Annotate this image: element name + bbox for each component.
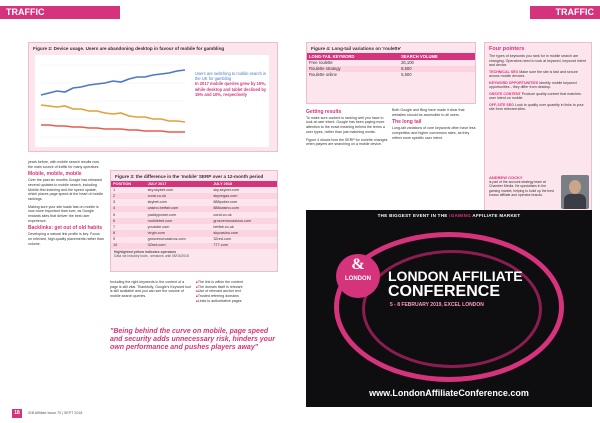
- pointer-item: [485, 103, 591, 114]
- table-cell: 10: [111, 243, 146, 249]
- list-item: ■ The link is within the content: [196, 280, 278, 285]
- table-cell: Roulette online: [309, 72, 337, 78]
- author-name: ANDREW COCKY: [489, 175, 523, 180]
- table-cell: mobilebet.com: [146, 218, 212, 224]
- author-bio: is part of the account strategy team at Chamber Media. He specialises in the gaming market, helping to build up the best known affiliate and operator brands.: [489, 180, 554, 197]
- pointer-item: [485, 92, 591, 103]
- pointer-item: [485, 70, 591, 81]
- figure-2-title: Figure 2: Device usage. Users are abandoning desktop in favour of mobile for gambling: [33, 46, 225, 51]
- col-header: JULY 2017: [146, 181, 212, 187]
- ad-tagline-c: AFFILIATE MARKET: [472, 213, 521, 218]
- paragraph: years before, with mobile search results now the main source of traffic for many operators.: [28, 160, 100, 169]
- table-cell: 8,500: [399, 66, 475, 72]
- table-cell: 888casino.com: [211, 206, 277, 212]
- table-cell: skyvegas.com: [211, 193, 277, 199]
- conference-advert[interactable]: [306, 210, 592, 407]
- ampersand-glyph: &: [351, 256, 365, 273]
- subheading: Getting results: [306, 109, 342, 115]
- sidebar-intro: The types of keywords you rank for in mobile search are changing. Operators need to look at keyword, keyword intent and device.: [489, 54, 586, 67]
- tablet-line: [41, 125, 185, 132]
- table-cell: grosvenorcasinos.com: [147, 237, 186, 242]
- section-tag-right: TRAFFIC: [530, 6, 600, 19]
- paragraph: To make sure content is ranking well you have to look at user intent. Google has been paying more attention to the exact meaning behind the terms a user types, rather than just matching words.: [306, 115, 385, 134]
- table-cell: Roulette strategy: [307, 66, 399, 72]
- table-cell: 7: [113, 224, 116, 229]
- ad-dates: 5 - 8 FEBRUARY 2019, EXCEL LONDON: [390, 302, 484, 308]
- article-column-5: [392, 108, 478, 208]
- table-cell: 6: [111, 218, 146, 224]
- ad-tagline: [306, 213, 592, 218]
- author-head-shape: [569, 180, 581, 194]
- table-cell: youtube.com: [147, 224, 170, 229]
- col-header: SEARCH VOLUME: [399, 53, 475, 60]
- paragraph: Both Google and Bing have made it clear that websites should be accessible to all users.: [392, 108, 465, 117]
- pointer-item: [485, 81, 591, 92]
- table-cell: betfair.co.uk: [213, 224, 234, 229]
- table-cell: 5,500: [401, 72, 412, 78]
- table-cell: skycasino.com: [211, 230, 277, 236]
- table-cell: 5: [113, 212, 116, 217]
- mobile-line: [41, 70, 185, 95]
- author-photo: [561, 175, 589, 209]
- pointer-text: Produce quality content that matches user intent on mobile.: [489, 91, 581, 100]
- table-cell: 2: [111, 193, 146, 199]
- figure-3: [110, 170, 278, 272]
- list-item: ■ Use of relevant anchor text: [196, 289, 278, 294]
- ad-title-line-1: LONDON AFFILIATE: [388, 268, 523, 284]
- subheading: The long tail: [392, 119, 422, 126]
- table-cell: grosvenorcasinos.com: [211, 218, 277, 224]
- table-cell: virgin.com: [146, 230, 212, 236]
- pointer-text: Look to quality over quantity in links to your site from relevant sites.: [489, 102, 584, 111]
- table-footnote: [111, 249, 277, 260]
- table-cell: 3: [113, 200, 116, 205]
- pointer-label: ONSITE CONTENT: [489, 91, 521, 96]
- table-cell: 777.com: [211, 243, 277, 249]
- table-row: [307, 72, 475, 78]
- col-header: LONG-TAIL KEYWORD: [307, 53, 399, 60]
- ad-tagline-b: iGAMING: [449, 213, 472, 218]
- chart-note-highlight: In 2017 mobile queries grew by 15%, while desktop and tablet declined by 15% and 10%, respectively: [195, 81, 267, 97]
- table-cell: coral.co.uk: [213, 212, 232, 217]
- footnote-highlight: Highlighted yellow indicates operators: [114, 249, 177, 254]
- page-footer: [0, 409, 300, 419]
- table-cell: 26,100: [401, 59, 414, 65]
- ad-url-link[interactable]: www.LondonAffiliateConference.com: [369, 388, 529, 398]
- table-cell: 32red.com: [146, 243, 212, 249]
- list-item: ■ Trusted referring domains: [196, 294, 278, 299]
- figure-2: [28, 42, 278, 152]
- table-cell: sky.skybet.com: [213, 187, 239, 192]
- footnote-source: Data via Industry tools - sessions until 05/03/2018: [114, 254, 189, 259]
- col-header: POSITION: [111, 181, 146, 187]
- list-item: ■ The domain itself is relevant: [196, 285, 278, 290]
- pointer-label: TECHNICAL SEO: [489, 69, 519, 74]
- paragraph: Including the right keywords in the content of a page is still vital. Thankfully, Google's Keyword tool is still available and you can see the volume of mobile search queries.: [110, 280, 192, 299]
- list-item: ■ Links to authoritative pages: [196, 299, 278, 304]
- serp-table: [111, 181, 277, 249]
- col-header: JULY 2018: [211, 181, 277, 187]
- table-cell: 32red.com: [213, 237, 232, 242]
- ad-tagline-a: THE BIGGEST EVENT IN THE: [377, 213, 448, 218]
- table-cell: 4: [111, 206, 146, 212]
- ampersand-badge-icon: [336, 254, 380, 298]
- pointer-label: KEYWORD OPPORTUNITIES: [489, 80, 539, 85]
- figure-4: [306, 42, 476, 104]
- table-cell: 1: [113, 187, 116, 192]
- section-tag: TRAFFIC: [0, 6, 120, 19]
- table-cell: casino.betfair.com: [146, 206, 212, 212]
- table-cell: 888poker.com: [213, 200, 238, 205]
- table-cell: 8: [111, 230, 146, 236]
- four-pointers-sidebar: [484, 42, 592, 227]
- pointer-text: Identify mobile keyword opportunities - they differ from desktop.: [489, 80, 577, 89]
- table-cell: skybet.com: [147, 200, 167, 205]
- figure-3-title: Figure 3: the difference in the 'mobile' SERP over a 12-month period: [115, 174, 264, 179]
- article-column-1: [28, 160, 104, 400]
- badge-city: LONDON: [345, 276, 371, 282]
- table-cell: paddypower.com: [147, 212, 177, 217]
- ad-title-line-2: CONFERENCE: [388, 283, 501, 300]
- chart-note-text: Users are switching to mobile search in the UK for gambling: [195, 71, 267, 82]
- pull-quote: "Being behind the curve on mobile, page speed and security adds unnecessary risk, hinders your own performance and pushes players away": [110, 327, 278, 354]
- paragraph: Making sure your site loads fast on mobile is now more important than ever, as Google rewards sites that deliver the best user experience.: [28, 204, 99, 223]
- article-column-4: [306, 108, 388, 208]
- paragraph: Figure 4 shows how the SERP for roulette changes when players are searching on a mobile device.: [306, 137, 388, 147]
- table-cell: coral.co.uk: [146, 193, 212, 199]
- desktop-line: [41, 105, 185, 122]
- paragraph: Long-tail variations of core keywords often have less competition and higher conversion rates, as they reflect more specific user intent.: [392, 126, 476, 140]
- pointer-text: Make sure the site is fast and secure across mobile devices.: [489, 69, 578, 78]
- paragraph: Over the past six months Google has released several updates to mobile search, including Mobile-first indexing and the speed update, which places page speed at the heart of mobile rankings.: [28, 178, 104, 201]
- sidebar-title: Four pointers: [489, 46, 525, 52]
- table-cell: 9: [113, 237, 116, 242]
- paragraph: Developing a natural link profile is key. Focus on relevant, high-quality placements rather than volume.: [28, 232, 104, 246]
- table-cell: sky.skybet.com: [147, 187, 174, 192]
- author-body-shape: [564, 194, 586, 209]
- figure-4-title: Figure 4: Long-tail variations on 'roulette': [311, 46, 402, 51]
- device-usage-svg: [35, 55, 269, 147]
- longtail-table: [307, 53, 475, 79]
- bullet-list: [196, 280, 278, 304]
- pointer-label: OFF-SITE SEO: [489, 102, 514, 107]
- subheading: Backlinks: get out of old habits: [28, 225, 103, 232]
- publication-info: iGB Affiliate Issue 70 | SEPT 2018: [28, 411, 83, 415]
- subheading: Mobile, mobile, mobile: [28, 171, 82, 178]
- chart-note: [195, 71, 267, 97]
- table-cell: Free roulette: [309, 59, 333, 65]
- device-usage-chart: [35, 55, 269, 147]
- page-number: 18: [12, 409, 22, 418]
